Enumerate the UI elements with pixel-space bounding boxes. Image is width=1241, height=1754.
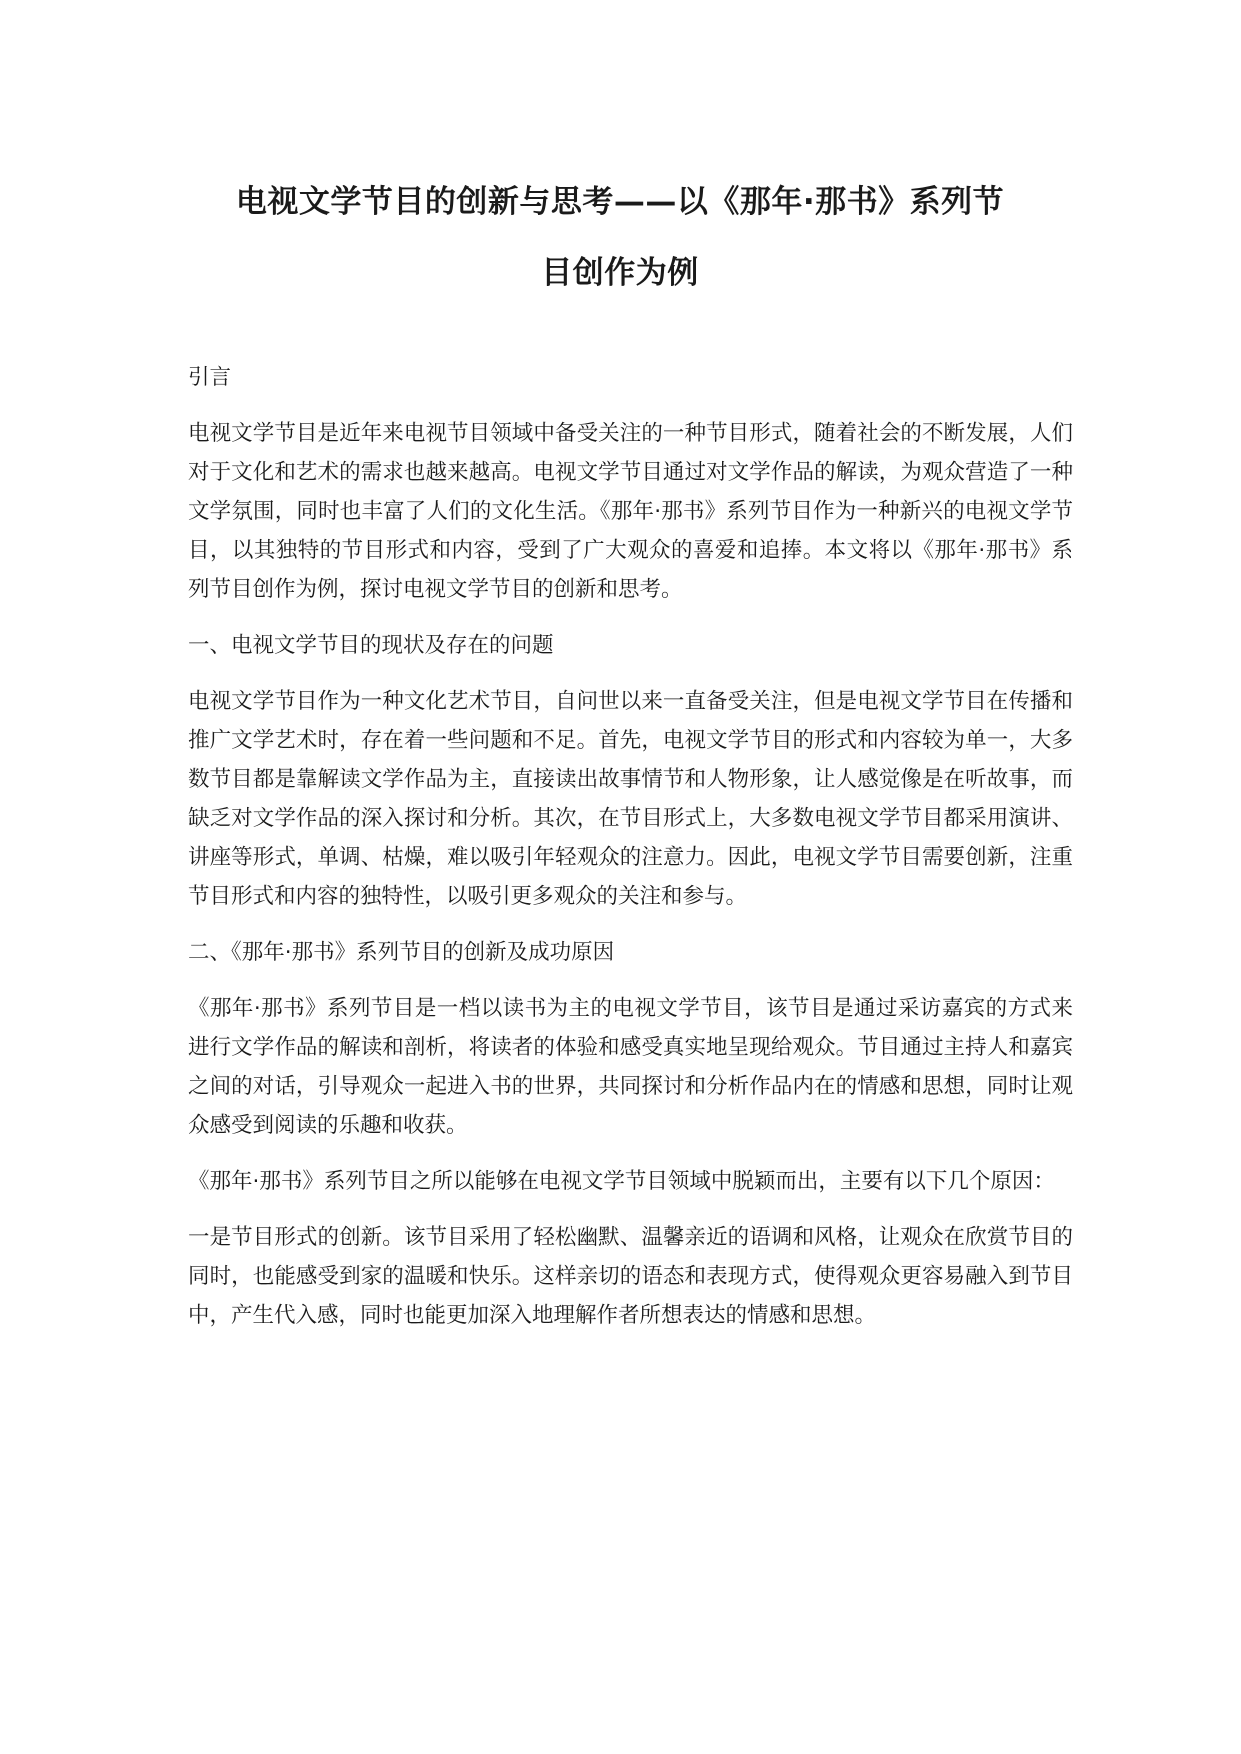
intro-heading: 引言 (188, 365, 232, 390)
document-title-line-2: 目创作为例 (541, 255, 699, 291)
section-2-paragraph-1: 《那年·那书》系列节目是一档以读书为主的电视文学节目，该节目是通过采访嘉宾的方式来进行文学作品的解读和剖析，将读者的体验和感受真实地呈现给观众。节目通过主持人和嘉宾之间的对话，引导观众一起进入书的世界，共同探讨和分析作品内在的情感和思想，同时让观众感受到阅读的乐趣和收获。 (188, 996, 1073, 1138)
document-title-line-1: 电视文学节目的创新与思考——以《那年·那书》系列节 (235, 184, 1005, 220)
section-1-heading: 一、电视文学节目的现状及存在的问题 (188, 633, 554, 658)
section-2-paragraph-3: 一是节目形式的创新。该节目采用了轻松幽默、温馨亲近的语调和风格，让观众在欣赏节目的同时，也能感受到家的温暖和快乐。这样亲切的语态和表现方式，使得观众更容易融入到节目中，产生代入感，同时也能更加深入地理解作者所想表达的情感和思想。 (188, 1225, 1073, 1328)
document-body (188, 358, 1073, 1335)
section-1-paragraph: 电视文学节目作为一种文化艺术节目，自问世以来一直备受关注，但是电视文学节目在传播和推广文学艺术时，存在着一些问题和不足。首先，电视文学节目的形式和内容较为单一，大多数节目都是靠解读文学作品为主，直接读出故事情节和人物形象，让人感觉像是在听故事，而缺乏对文学作品的深入探讨和分析。其次，在节目形式上，大多数电视文学节目都采用演讲、讲座等形式，单调、枯燥，难以吸引年轻观众的注意力。因此，电视文学节目需要创新，注重节目形式和内容的独特性，以吸引更多观众的关注和参与。 (188, 689, 1073, 909)
intro-paragraph: 电视文学节目是近年来电视节目领域中备受关注的一种节目形式，随着社会的不断发展，人们对于文化和艺术的需求也越来越高。电视文学节目通过对文学作品的解读，为观众营造了一种文学氛围，同时也丰富了人们的文化生活。《那年·那书》系列节目作为一种新兴的电视文学节目，以其独特的节目形式和内容，受到了广大观众的喜爱和追捧。本文将以《那年·那书》系列节目创作为例，探讨电视文学节目的创新和思考。 (188, 421, 1073, 602)
section-2-paragraph-2: 《那年·那书》系列节目之所以能够在电视文学节目领域中脱颖而出，主要有以下几个原因： (188, 1169, 1055, 1194)
section-2-heading: 二、《那年·那书》系列节目的创新及成功原因 (188, 940, 615, 965)
